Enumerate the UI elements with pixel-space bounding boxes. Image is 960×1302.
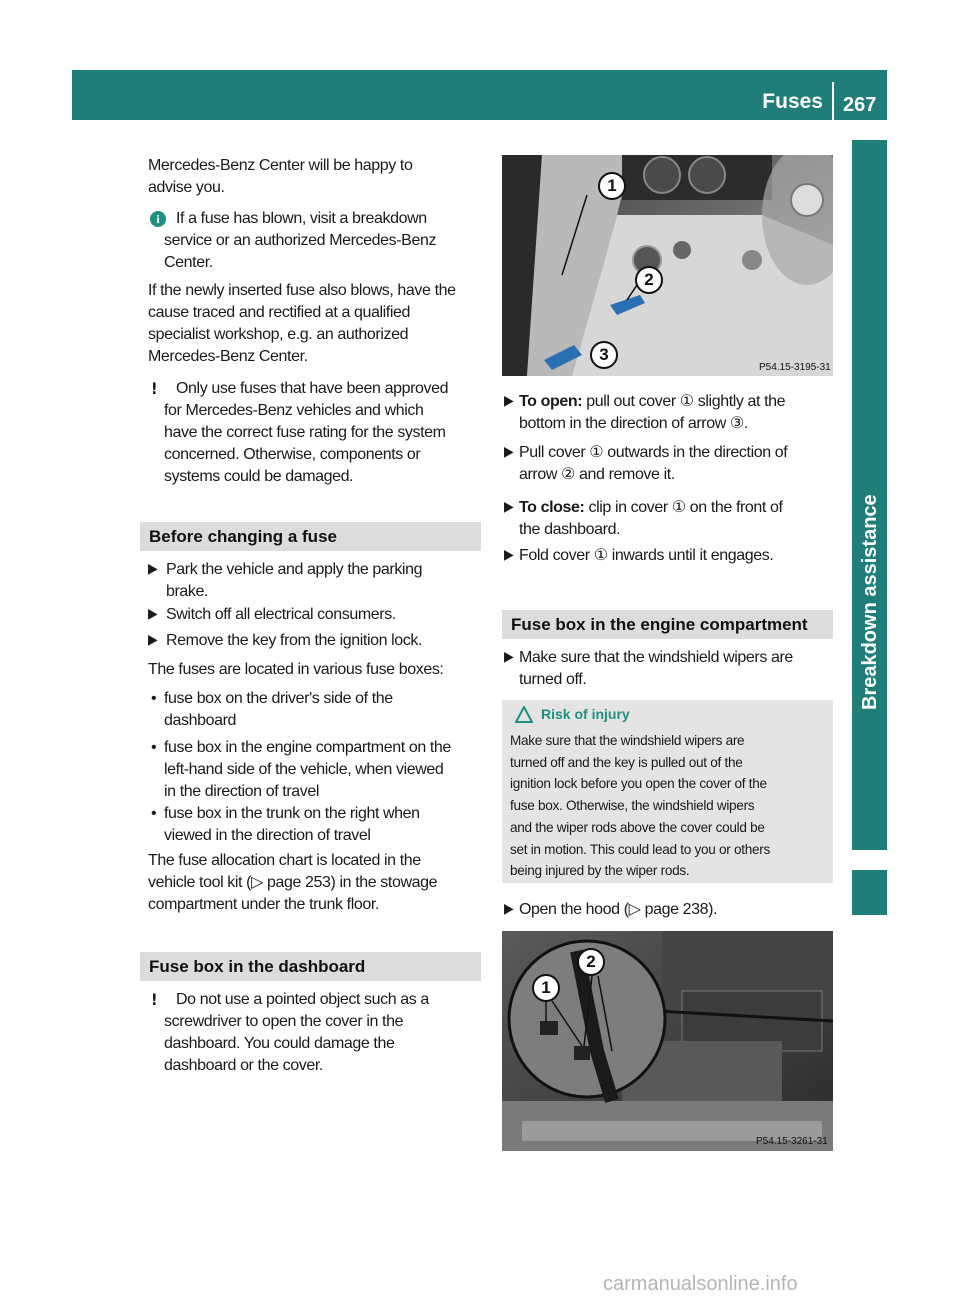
bullet-icon: • xyxy=(151,805,157,822)
step-text: turned off. xyxy=(519,671,587,688)
step-text: arrow ② and remove it. xyxy=(519,466,675,483)
step-arrow-icon: ▶ xyxy=(504,499,514,515)
paragraph-line: cause traced and rectified at a qualified xyxy=(148,304,410,321)
bullet-icon: • xyxy=(151,739,157,756)
photo-code: P54.15-3195-31 xyxy=(759,362,831,373)
side-tab-label: Breakdown assistance xyxy=(859,494,881,710)
step-text: bottom in the direction of arrow ③. xyxy=(519,415,748,432)
step-arrow-icon: ▶ xyxy=(148,632,158,648)
step-text: Fold cover ① inwards until it engages. xyxy=(519,547,774,564)
bullet-text: viewed in the direction of travel xyxy=(164,827,371,844)
callout-1: 1 xyxy=(532,974,560,1002)
paragraph-line: Mercedes-Benz Center will be happy to xyxy=(148,157,413,174)
step-text: Pull cover ① outwards in the direction of xyxy=(519,444,788,461)
step-arrow-icon: ▶ xyxy=(504,393,514,409)
step-arrow-icon: ▶ xyxy=(504,901,514,917)
bullet-text: fuse box in the trunk on the right when xyxy=(164,805,420,822)
photo-code: P54.15-3261-31 xyxy=(756,1136,828,1147)
info-icon: i xyxy=(150,211,166,227)
callout-2: 2 xyxy=(577,948,605,976)
warning-text: Make sure that the windshield wipers are turned off and the key is pulled out of the ignition lock before you open the cover of the fuse box. Otherwise, the windshield wipers and the wiper rods above the cover could be set in motion. This could lead to you or others being injured by the wiper rods. xyxy=(510,733,770,879)
callout-3: 3 xyxy=(590,341,618,369)
step-arrow-icon: ▶ xyxy=(148,606,158,622)
paragraph-line: The fuse allocation chart is located in the xyxy=(148,852,421,869)
note-text: Do not use a pointed object such as a xyxy=(176,991,429,1008)
section-heading: Fuse box in the engine compartment xyxy=(502,610,833,639)
paragraph-line: vehicle tool kit (▷ page 253) in the stowage xyxy=(148,874,438,891)
note-text: Only use fuses that have been approved xyxy=(176,380,449,397)
side-tab-marker xyxy=(852,870,887,915)
step-text: brake. xyxy=(166,583,209,600)
step-text: To close: clip in cover ① on the front of xyxy=(519,499,783,516)
paragraph-line: Mercedes-Benz Center. xyxy=(148,348,308,365)
note-text: for Mercedes-Benz vehicles and which xyxy=(164,402,424,419)
step-text: Remove the key from the ignition lock. xyxy=(166,632,423,649)
paragraph-line: advise you. xyxy=(148,179,225,196)
info-text: Center. xyxy=(164,254,213,271)
warning-triangle-icon xyxy=(515,706,533,723)
header-separator xyxy=(832,82,834,120)
info-text: If a fuse has blown, visit a breakdown xyxy=(176,210,427,227)
engine-fuse-photo xyxy=(502,931,833,1151)
caution-icon: ! xyxy=(151,379,158,398)
callout-2: 2 xyxy=(635,266,663,294)
bullet-text: fuse box on the driver's side of the xyxy=(164,690,393,707)
step-text: the dashboard. xyxy=(519,521,621,538)
section-heading: Before changing a fuse xyxy=(140,522,481,551)
section-heading: Fuse box in the dashboard xyxy=(140,952,481,981)
bullet-text: in the direction of travel xyxy=(164,783,320,800)
paragraph-line: specialist workshop, e.g. an authorized xyxy=(148,326,409,343)
bullet-icon: • xyxy=(151,690,157,707)
dashboard-fuse-photo xyxy=(502,155,833,376)
note-text: dashboard or the cover. xyxy=(164,1057,323,1074)
step-text: Make sure that the windshield wipers are xyxy=(519,649,793,666)
step-arrow-icon: ▶ xyxy=(148,561,158,577)
step-text: Open the hood (▷ page 238). xyxy=(519,901,718,918)
note-text: concerned. Otherwise, components or xyxy=(164,446,421,463)
info-text: service or an authorized Mercedes-Benz xyxy=(164,232,437,249)
watermark: carmanualsonline.info xyxy=(603,1273,798,1295)
step-arrow-icon: ▶ xyxy=(504,444,514,460)
bullet-text: left-hand side of the vehicle, when viewed xyxy=(164,761,444,778)
paragraph-line: If the newly inserted fuse also blows, have the xyxy=(148,282,456,299)
note-text: screwdriver to open the cover in the xyxy=(164,1013,404,1030)
note-text: systems could be damaged. xyxy=(164,468,354,485)
bullet-text: dashboard xyxy=(164,712,237,729)
page-number: 267 xyxy=(843,94,877,116)
step-text: Park the vehicle and apply the parking xyxy=(166,561,423,578)
step-text: Switch off all electrical consumers. xyxy=(166,606,396,623)
note-text: have the correct fuse rating for the system xyxy=(164,424,446,441)
paragraph-line: compartment under the trunk floor. xyxy=(148,896,379,913)
page-title: Fuses xyxy=(762,90,823,113)
step-arrow-icon: ▶ xyxy=(504,547,514,563)
paragraph-line: The fuses are located in various fuse boxes: xyxy=(148,661,444,678)
callout-1: 1 xyxy=(598,172,626,200)
warning-title: Risk of injury xyxy=(541,706,630,722)
note-text: dashboard. You could damage the xyxy=(164,1035,395,1052)
step-text: To open: pull out cover ① slightly at the xyxy=(519,393,786,410)
caution-icon: ! xyxy=(151,990,158,1009)
step-arrow-icon: ▶ xyxy=(504,649,514,665)
bullet-text: fuse box in the engine compartment on the xyxy=(164,739,451,756)
